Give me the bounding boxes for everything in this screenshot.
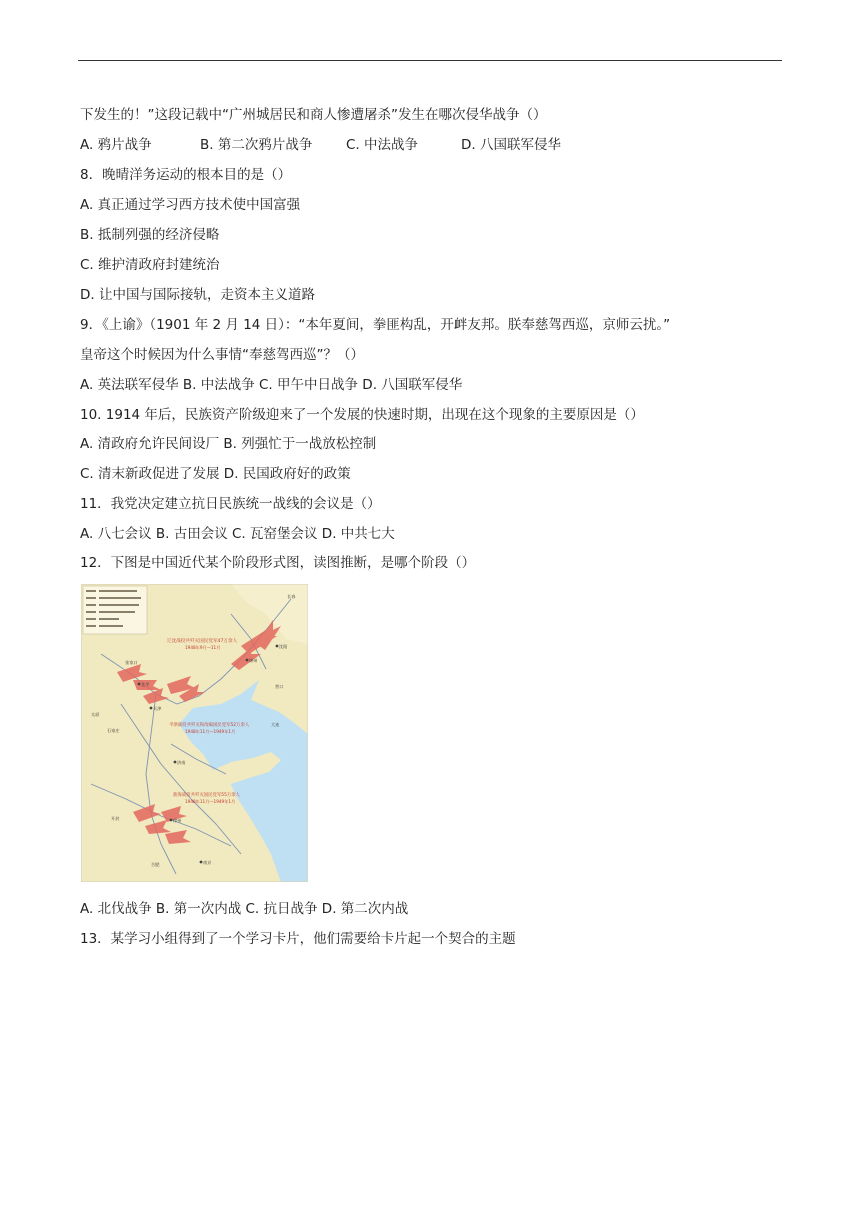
map-place-hefei: 合肥 — [151, 862, 160, 867]
q8-option-d: D. 让中国与国际接轨，走资本主义道路 — [80, 287, 315, 303]
q8-option-a: A. 真正通过学习西方技术使中国富强 — [80, 197, 301, 213]
q10-options-line1: A. 清政府允许民间设厂 B. 列强忙于一战放松控制 — [80, 436, 377, 452]
map-label-huaihai: 淮海战役共歼灭国民党军55万余人 — [173, 793, 241, 798]
q8-option-c: C. 维护清政府封建统治 — [80, 257, 220, 273]
q12-stem: 12．下图是中国近代某个阶段形式图，读图推断，是哪个阶段（） — [80, 555, 476, 571]
map-place-changchun: 长春 — [287, 594, 296, 599]
map-place-dalian: 大连 — [271, 722, 280, 727]
map-place-kaifeng: 开封 — [111, 816, 120, 821]
map-label-huaihai-date: 1948年11月—1949年1月 — [185, 799, 236, 804]
header-rule — [78, 60, 782, 61]
q10-stem: 10. 1914 年后，民族资产阶级迎来了一个发展的快速时期，出现在这个现象的主要原因是（） — [80, 407, 644, 423]
q7-option-b: B. 第二次鸦片战争 — [200, 137, 313, 153]
q7-options — [80, 136, 561, 154]
q9-stem-line2: 皇帝这个时候因为什么事情“奉慈驾西巡”？（） — [80, 347, 364, 363]
map-place-shenyang: 沈阳 — [279, 644, 288, 649]
map-place-shijiazhuang: 石家庄 — [107, 728, 120, 733]
map-place-tianjin: 天津 — [153, 706, 162, 711]
map-place-jinzhou: 锦州 — [249, 658, 258, 663]
q11-options: A. 八七会议 B. 古田会议 C. 瓦窑堡会议 D. 中共七大 — [80, 526, 395, 542]
map-place-taiyuan: 太原 — [91, 712, 100, 717]
map-place-yingkou: 营口 — [275, 684, 284, 689]
map-label-liaoshen: 辽沈战役共歼灭国民党军47万余人 — [167, 639, 238, 644]
q11-stem: 11．我党决定建立抗日民族统一战线的会议是（） — [80, 496, 381, 512]
map-place-beiping: 北平 — [141, 682, 150, 687]
map-label-pingjin: 平津战役共歼灭和改编国民党军52万余人 — [169, 723, 250, 728]
q10-options-line2: C. 清末新政促进了发展 D. 民国政府好的政策 — [80, 466, 351, 482]
map-place-jinan: 济南 — [177, 760, 186, 765]
q9-stem-line1: 9．《上谕》（1901 年 2 月 14 日）：“本年夏间，拳匪构乱，开衅友邦。朕奉慈驾西巡，京师云扰。” — [80, 317, 671, 333]
q7-option-c: C. 中法战争 — [346, 137, 419, 153]
q9-options: A. 英法联军侵华 B. 中法战争 C. 甲午中日战争 D. 八国联军侵华 — [80, 377, 463, 393]
battle-map-figure — [81, 584, 308, 882]
q7-option-d: D. 八国联军侵华 — [461, 137, 561, 153]
map-label-liaoshen-date: 1948年9月—11月 — [185, 645, 221, 650]
map-place-zhangjiakou: 张家口 — [125, 660, 138, 665]
q13-stem: 13．某学习小组得到了一个学习卡片，他们需要给卡片起一个契合的主题 — [80, 931, 516, 947]
q8-stem: 8．晚晴洋务运动的根本目的是（） — [80, 167, 292, 183]
q7-option-a: A. 鸦片战争 — [80, 137, 152, 153]
q8-option-b: B. 抵制列强的经济侵略 — [80, 227, 220, 243]
q12-options: A. 北伐战争 B. 第一次内战 C. 抗日战争 D. 第二次内战 — [80, 901, 409, 917]
map-place-xuzhou: 徐州 — [173, 818, 182, 823]
map-label-pingjin-date: 1948年11月—1949年1月 — [185, 729, 236, 734]
map-place-nanjing: 南京 — [203, 860, 212, 865]
q7-stem: 下发生的！”这段记载中“广州城居民和商人惨遭屠杀”发生在哪次侵华战争（） — [80, 107, 547, 123]
